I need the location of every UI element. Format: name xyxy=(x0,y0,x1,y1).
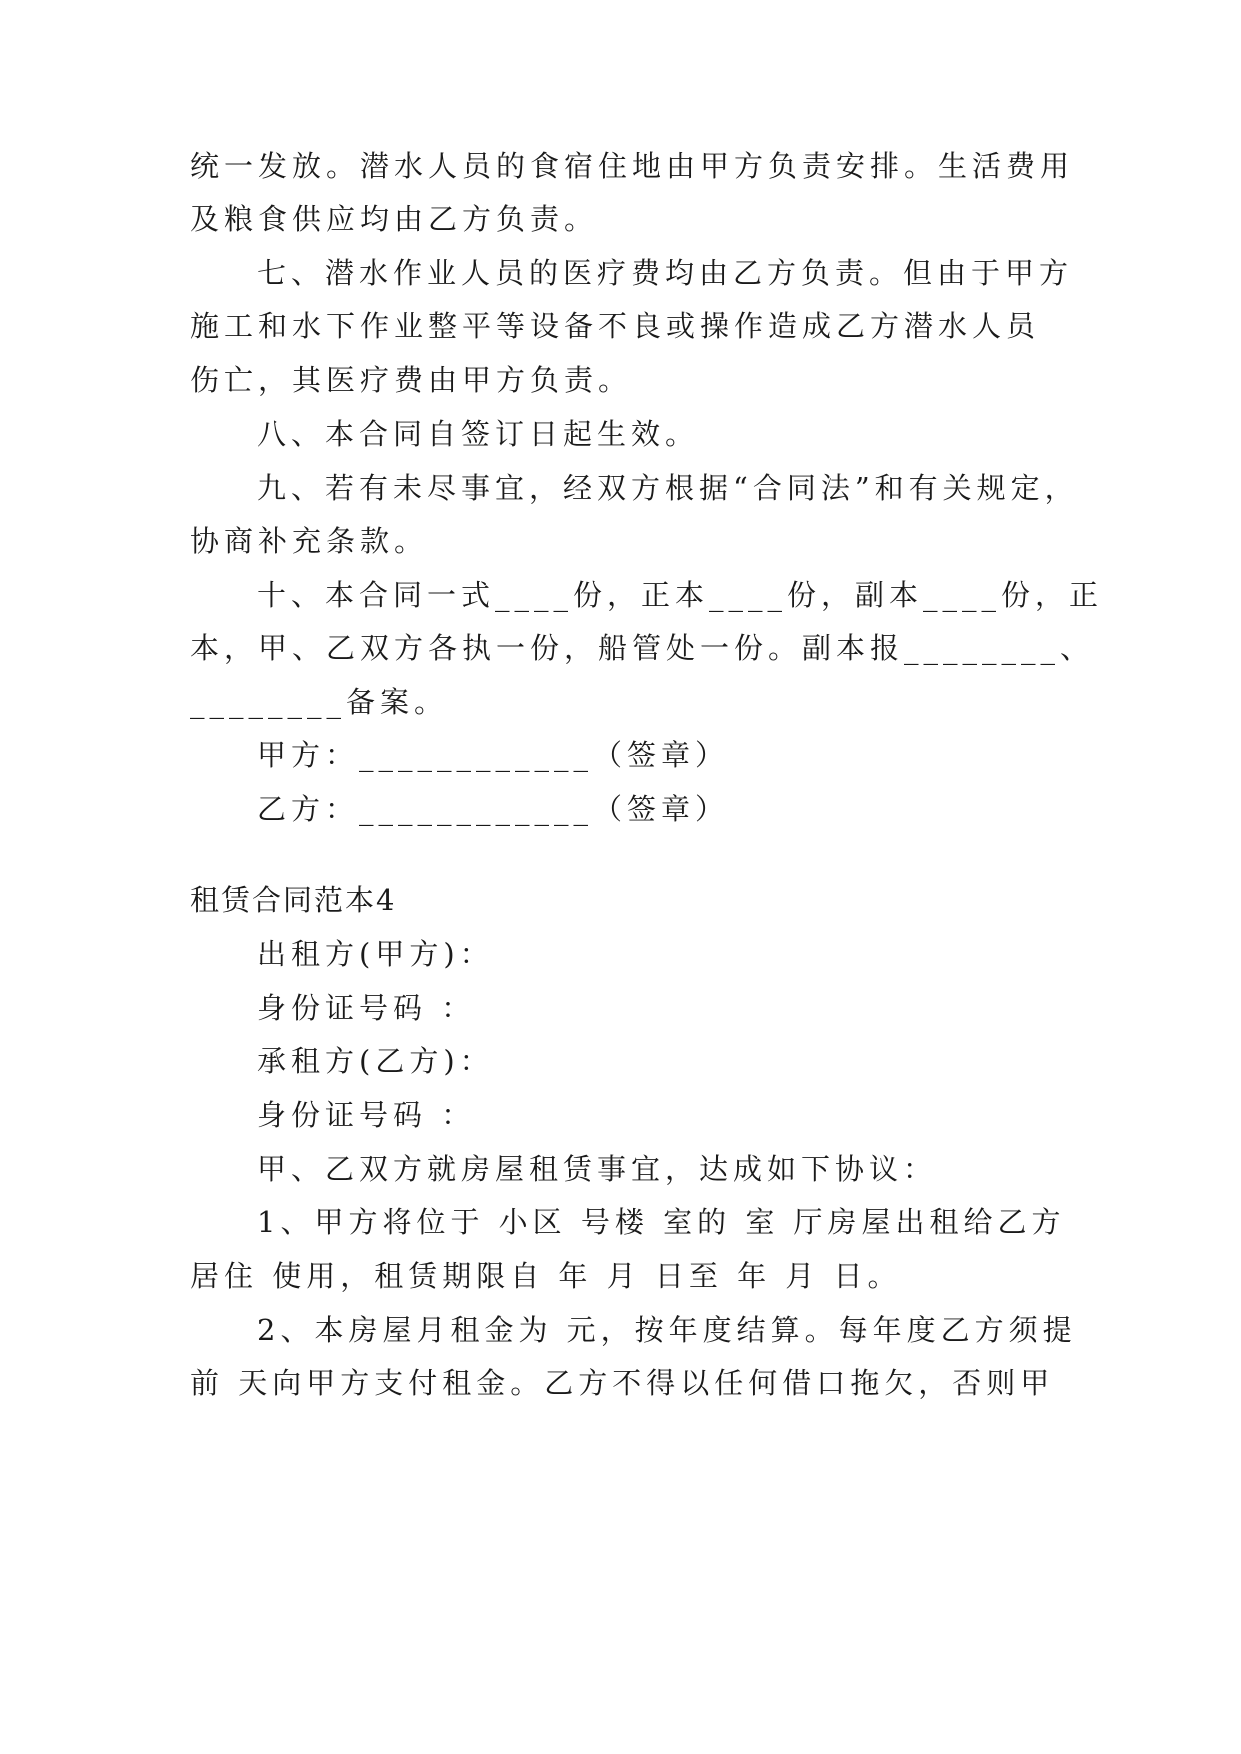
section-heading: 租赁合同范本4 xyxy=(190,883,397,917)
text-line: 施工和水下作业整平等设备不良或操作造成乙方潜水人员 xyxy=(190,309,1041,343)
text-line: 及粮食供应均由乙方负责。 xyxy=(190,202,599,236)
clause-seven: 七、潜水作业人员的医疗费均由乙方负责。但由于甲方 xyxy=(257,256,1074,290)
party-a-signature: 甲方：____________（签章） xyxy=(257,738,730,772)
agreement-intro: 甲、乙双方就房屋租赁事宜，达成如下协议： xyxy=(257,1152,938,1186)
lessee-field: 承租方(乙方)： xyxy=(257,1044,494,1078)
text-line: 本，甲、乙双方各执一份，船管处一份。副本报________、 xyxy=(190,631,1095,665)
clause-nine: 九、若有未尽事宜，经双方根据“合同法”和有关规定， xyxy=(257,471,1079,505)
clause-eight: 八、本合同自签订日起生效。 xyxy=(257,417,700,451)
text-line: 伤亡，其医疗费由甲方负责。 xyxy=(190,363,633,397)
text-line: 统一发放。潜水人员的食宿住地由甲方负责安排。生活费用 xyxy=(190,149,1075,183)
clause-1: 1、甲方将位于 小区 号楼 室的 室 厅房屋出租给乙方 xyxy=(257,1205,1066,1239)
lessee-id-field: 身份证号码 ： xyxy=(257,1098,476,1132)
lessor-id-field: 身份证号码 ： xyxy=(257,991,476,1025)
clause-ten: 十、本合同一式____份，正本____份，副本____份，正 xyxy=(257,578,1104,612)
clause-2: 2、本房屋月租金为 元，按年度结算。每年度乙方须提 xyxy=(257,1313,1077,1347)
text-line: 协商补充条款。 xyxy=(190,524,429,558)
party-b-signature: 乙方：____________（签章） xyxy=(257,792,730,826)
text-line: ________备案。 xyxy=(190,685,449,719)
lessor-field: 出租方(甲方)： xyxy=(257,937,494,971)
text-line: 前 天向甲方支付租金。乙方不得以任何借口拖欠，否则甲 xyxy=(190,1366,1055,1400)
text-line: 居住 使用，租赁期限自 年 月 日至 年 月 日。 xyxy=(190,1259,902,1293)
